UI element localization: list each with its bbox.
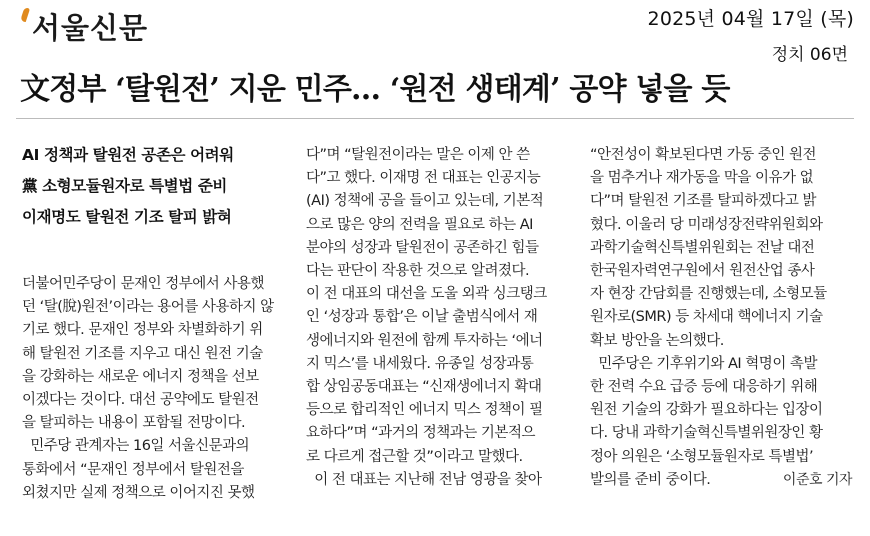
headline-divider [16,118,854,119]
text-line: (AI) 정책에 공을 들이고 있는데, 기본적 [306,193,544,210]
text-line: 한국원자력연구원에서 원전산업 종사 [590,263,815,280]
text-line: 분야의 성장과 탈원전이 공존하긴 힘들 [306,239,539,256]
text-line: 통화에서 “문재인 정부에서 탈원전을 [22,461,244,478]
text-line: 원자로(SMR) 등 차세대 핵에너지 기술 [590,309,823,326]
text-line: 던 ‘탈(脫)원전’이라는 용어를 사용하지 않 [22,299,274,316]
section-page: 정치 06면 [771,45,848,65]
text-line: 자 현장 간담회를 진행했는데, 소형모듈 [590,286,827,303]
text-line: 다는 판단이 작용한 것으로 알려졌다. [306,263,530,280]
text-line: 다”며 탈원전 기조를 탈피하겠다고 밝 [590,193,817,210]
text-line: 이겠다는 것이다. 대선 공약에도 탈원전 [22,392,259,409]
text-line: 등으로 합리적인 에너지 믹스 정책이 필 [306,402,543,419]
logo-text: 서울신문 [32,11,149,45]
text-line: 로 다르게 접근할 것”이라고 말했다. [306,448,523,465]
text-line: 요하다”며 “과거의 정책과는 기본적으 [306,425,535,442]
text-line: 민주당은 기후위기와 AI 혁명이 촉발 [590,355,817,372]
text-line: 다”며 “탈원전이라는 말은 이제 안 쓴 [306,147,530,163]
text-line: 정아 의원은 ‘소형모듈원자로 특별법’ [590,448,814,465]
text-line: 민주당 관계자는 16일 서울신문과의 [22,438,250,455]
byline: 이준호 기자 [782,471,852,488]
newspaper-logo [22,6,148,47]
article-column-2 [306,140,568,492]
text-line: 기로 했다. 문재인 정부와 차별화하기 위 [22,322,263,339]
text-line: 해 탈원전 기조를 지우고 대신 원전 기술 [22,345,263,362]
text-line: 을 멈추거나 재가동을 막을 이유가 없 [590,170,814,187]
body-text [306,144,568,492]
text-line: 더불어민주당이 문재인 정부에서 사용했 [22,276,264,292]
text-line: 다. 당내 과학기술혁신특별위원장인 황 [590,425,823,442]
text-line: 합 상임공동대표는 “신재생에너지 확대 [306,379,542,396]
text-line: 외쳤지만 실제 정책으로 이어지진 못했 [22,484,255,501]
text-line: 한 전력 수요 급증 등에 대응하기 위해 [590,379,818,396]
text-line: 발의를 준비 중이다. [590,471,711,488]
subheadline-block [22,140,284,233]
subheadline: 黨 소형모듈원자로 특별법 준비 [22,177,227,195]
text-line: 다”고 했다. 이재명 전 대표는 인공지능 [306,170,541,187]
text-line: 확보 방안을 논의했다. [590,332,724,349]
body-text [22,273,284,505]
text-line: 을 탈피하는 내용이 포함될 전망이다. [22,415,246,432]
text-line: 생에너지와 원전에 함께 투자하는 ‘에너 [306,332,543,349]
text-line: 과학기술혁신특별위원회는 전날 대전 [590,239,815,256]
article-column-1 [22,140,284,505]
last-line-with-byline [590,469,852,492]
logo-mark-icon [20,8,31,22]
text-line: 혔다. 이울러 당 미래성장전략위원회와 [590,216,823,233]
publication-date: 2025년 04월 17일 (목) [647,8,854,30]
subheadline: AI 정책과 탈원전 공존은 어려워 [22,146,234,164]
text-line: “안전성이 확보된다면 가동 중인 원전 [590,147,817,163]
text-line: 이 전 대표는 지난해 전남 영광을 찾아 [306,471,542,488]
article-column-3 [590,140,852,492]
headline: 文정부 ‘탈원전’ 지운 민주… ‘원전 생태계’ 공약 넣을 듯 [20,72,730,107]
text-line: 을 강화하는 새로운 에너지 정책을 선보 [22,368,259,385]
text-line: 지 믹스’를 내세웠다. 유종일 성장과통 [306,355,534,372]
text-line: 원전 기술의 강화가 필요하다는 입장이 [590,402,823,419]
text-line: 이 전 대표의 대선을 도울 외곽 싱크탱크 [306,286,547,303]
text-line: 인 ‘성장과 통합’은 이날 출범식에서 재 [306,309,538,326]
body-text [590,144,852,492]
text-line: 으로 많은 양의 전력을 필요로 하는 AI [306,216,533,233]
subheadline: 이재명도 탈원전 기조 탈피 밝혀 [22,208,232,226]
